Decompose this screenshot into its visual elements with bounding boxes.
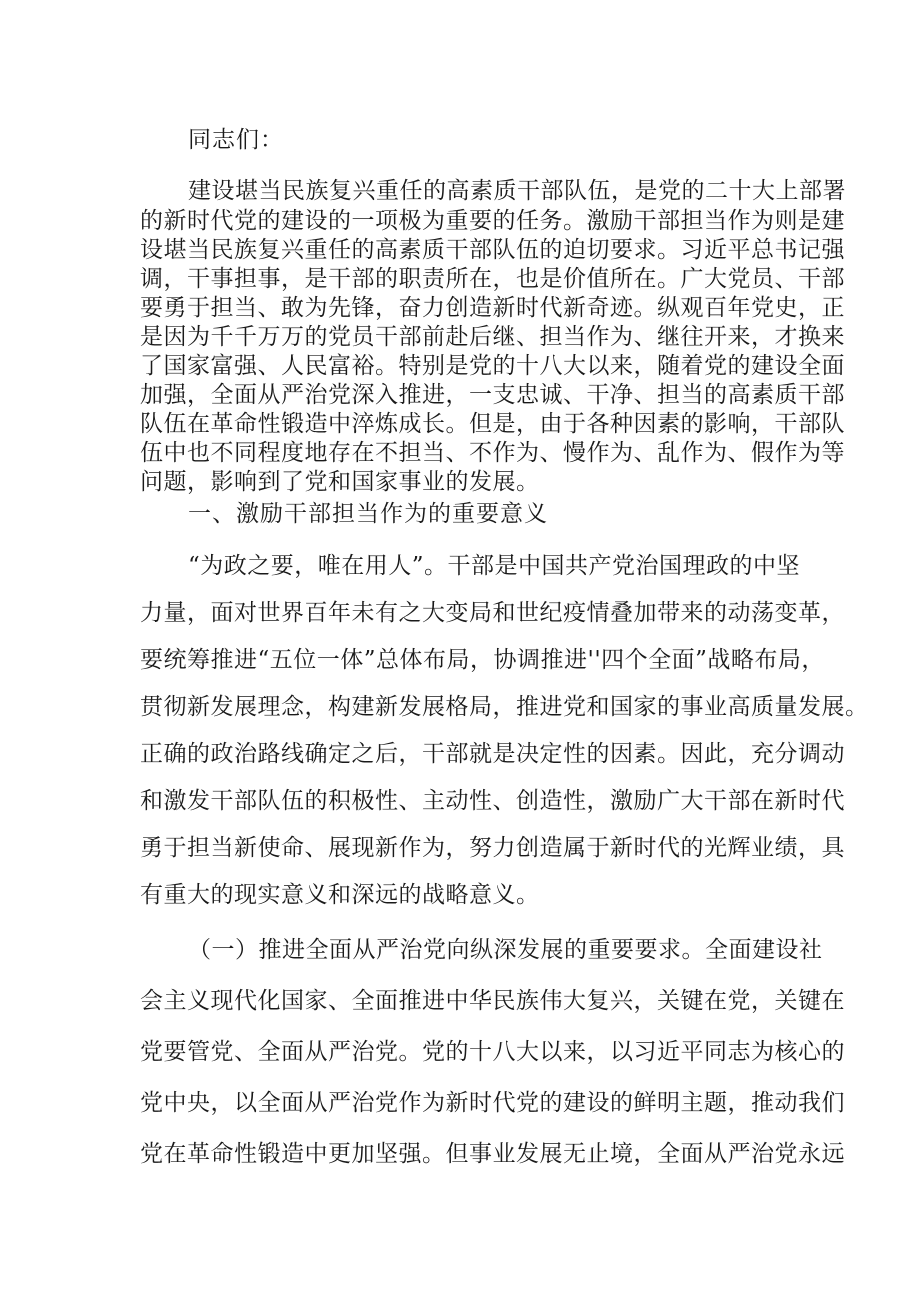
- section1-line: 正确的政治路线确定之后，干部就是决定性的因素。因此，充分调动: [140, 741, 845, 767]
- intro-line: 加强，全面从严治党深入推进，一支忠诚、干净、担当的高素质干部: [140, 382, 845, 408]
- section2-line: （一）推进全面从严治党向纵深发展的重要要求。全面建设社: [188, 937, 823, 963]
- section2-line: 党中央，以全面从严治党作为新时代党的建设的鲜明主题，推动我们: [140, 1090, 845, 1116]
- intro-line: 设堪当民族复兴重任的高素质干部队伍的迫切要求。习近平总书记强: [140, 237, 845, 263]
- section1-line: 力量，面对世界百年未有之大变局和世纪疫情叠加带来的动荡变革，: [140, 600, 845, 626]
- intro-line: 队伍在革命性锻造中淬炼成长。但是，由于各种因素的影响，干部队: [140, 411, 845, 437]
- section1-line: 贯彻新发展理念，构建新发展格局，推进党和国家的事业高质量发展。: [140, 694, 869, 720]
- intro-line: 了国家富强、人民富裕。特别是党的十八大以来，随着党的建设全面: [140, 353, 845, 379]
- section1-line: 和激发干部队伍的积极性、主动性、创造性，激励广大干部在新时代: [140, 788, 845, 814]
- salutation: 同志们：: [188, 127, 284, 153]
- intro-line: 问题，影响到了党和国家事业的发展。: [140, 469, 540, 495]
- section1-line: 有重大的现实意义和深远的战略意义。: [140, 882, 540, 908]
- section-heading: 一、激励干部担当作为的重要意义: [188, 501, 548, 527]
- section1-line: “为政之要，唯在用人”。干部是中国共产党治国理政的中坚: [188, 553, 801, 579]
- intro-line: 要勇于担当、敢为先锋，奋力创造新时代新奇迹。纵观百年党史，正: [140, 295, 845, 321]
- section1-line: 勇于担当新使命、展现新作为，努力创造属于新时代的光辉业绩，具: [140, 835, 845, 861]
- section1-line: 要统筹推进“五位一体”总体布局，协调推进''四个全面”战略布局，: [140, 647, 825, 673]
- intro-line: 是因为千千万万的党员干部前赴后继、担当作为、继往开来，才换来: [140, 324, 845, 350]
- section2-line: 会主义现代化国家、全面推进中华民族伟大复兴，关键在党，关键在: [140, 988, 845, 1014]
- intro-line: 伍中也不同程度地存在不担当、不作为、慢作为、乱作为、假作为等: [140, 440, 845, 466]
- section2-line: 党要管党、全面从严治党。党的十八大以来，以习近平同志为核心的: [140, 1039, 845, 1065]
- intro-line: 调，干事担事，是干部的职责所在，也是价值所在。广大党员、干部: [140, 266, 845, 292]
- intro-line: 建设堪当民族复兴重任的高素质干部队伍，是党的二十大上部署: [188, 178, 846, 204]
- intro-line: 的新时代党的建设的一项极为重要的任务。激励干部担当作为则是建: [140, 208, 845, 234]
- section2-line: 党在革命性锻造中更加坚强。但事业发展无止境，全面从严治党永远: [140, 1141, 845, 1167]
